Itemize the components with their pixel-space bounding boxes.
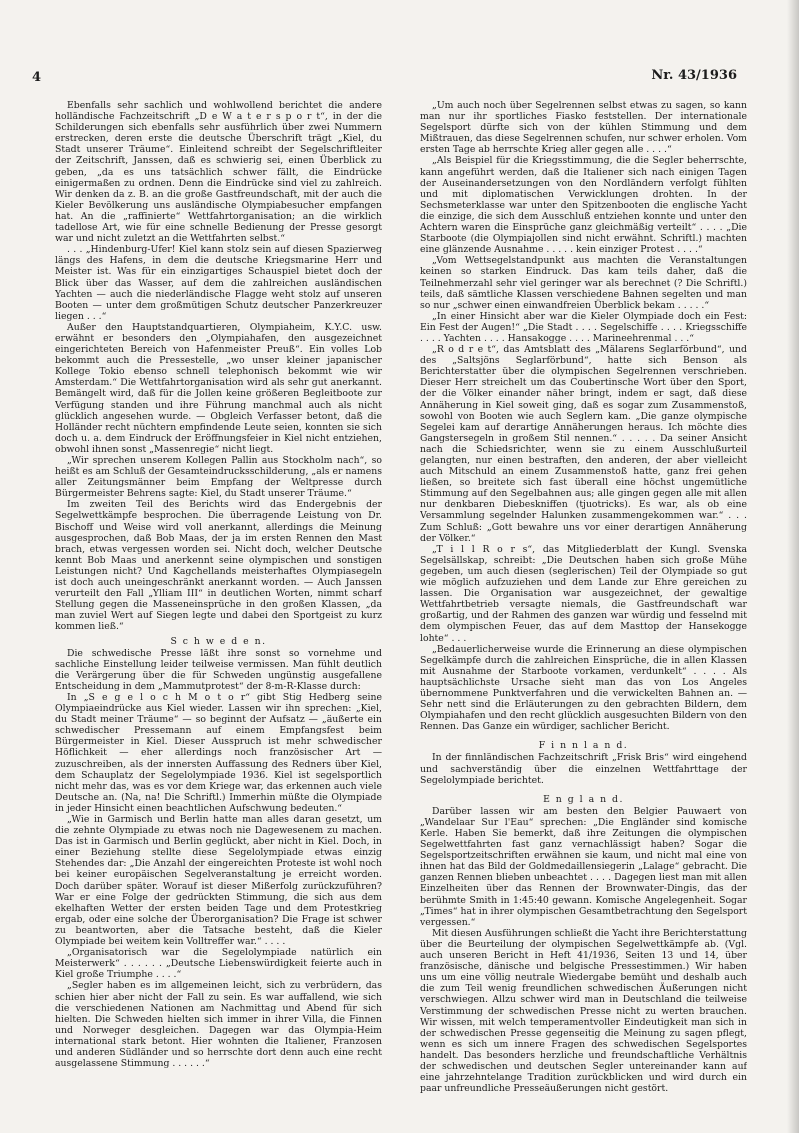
page-number: 4 <box>32 70 42 85</box>
paragraph: „Organisatorisch war die Segelolympiade natürlich ein Meisterwerk“ . . . . . . „Deutsche Liebenswürdigkeit feierte auch in Kiel große Triumphe . . . .“ <box>55 947 382 981</box>
paragraph: In der finnländischen Fachzeitschrift „Frisk Bris“ wird eingehend und sachverständig über die einzelnen Wettfahrttage der Segelolympiade berichtet. <box>420 752 747 786</box>
paragraph: „Segler haben es im allgemeinen leicht, sich zu verbrüdern, das schien hier aber nicht der Fall zu sein. Es war auffallend, wie sich die verschiedenen Nationen am Nachmittag und Abend für sich hielten. Die Schweden hielten sich immer in ihrer Villa, die Finnen und Norweger desgleichen. Dagegen war das Olympia-Heim international stark betont. Hier wohnten die Italiener, Franzosen und anderen Südländer und so herrschte dort denn auch eine recht ausgelassene Stimmung . . . . . .“ <box>55 980 382 1070</box>
paragraph: „Wie in Garmisch und Berlin hatte man alles daran gesetzt, um die zehnte Olympiade zu etwas noch nie Dagewesenem zu machen. Das ist in Garmisch und Berlin geglückt, aber nicht in Kiel. Doch, in einer Beziehung stellte diese Segelolympiade etwas einzig Stehendes dar: „Die Anzahl der eingereichten Proteste ist wohl noch bei keiner europäischen Segelveranstaltung je erreicht worden. Doch darüber später. Worauf ist dieser Mißerfolg zurückzuführen? War er eine Folge der gedrückten Stimmung, die sich aus dem ekelhaften Wetter der ersten beiden Tage und dem Protestkrieg ergab, oder eine solche der Überorganisation? Die Frage ist schwer zu beantworten, aber die Tatsache besteht, daß die Kieler Olympiade bei weitem kein Volltreffer war.“ . . . . <box>55 814 382 948</box>
paragraph: „Vom Wettsegelstandpunkt aus machten die Veranstaltungen keinen so starken Eindruck. Das kam teils daher, daß die Teilnehmerzahl sehr viel geringer war als berechnet (? Die Schriftl.) teils, daß sämtliche Klassen verschiedene Bahnen segelten und man so nur „schwer einen einwandfreien Überblick bekam . . . . .“ <box>420 255 747 311</box>
page-edge-shadow <box>787 0 799 1133</box>
paragraph: „T i l l R o r s“, das Mitgliederblatt der Kungl. Svenska Segelsällskap, schreibt: „Die Deutschen haben sich große Mühe gegeben, um auch diesen (seglerischen) Teil der Olympiade so gut wie möglich aufzuziehen und dem Lande zur Ehre gereichen zu lassen. Die Organisation war ausgezeichnet, der gewaltige Wettfahrtbetrieb versagte niemals, die Gastfreundschaft war großartig, und der Rahmen des ganzen war würdig und fesselnd mit dem olympischen Feuer, das auf dem Masttop der Hansekogge lohte“ . . . <box>420 543 747 644</box>
paragraph: . . . „Hindenburg-Ufer! Kiel kann stolz sein auf diesen Spazierweg längs des Hafens, in dem die deutsche Kriegsmarine Herr und Meister ist. Was für ein einzigartiges Schauspiel bietet doch der Blick über das Wasser, auf dem die zahlreichen ausländischen Yachten — auch die niederländische Flagge weht stolz auf unseren Booten — unter dem großmütigen Schutz deutscher Panzerkreuzer liegen . . .“ <box>55 244 382 322</box>
paragraph: Mit diesen Ausführungen schließt die Yacht ihre Berichterstattung über die Beurteilung der olympischen Segelwettkämpfe ab. (Vgl. auch unseren Bericht in Heft 41/1936, Seiten 13 und 14, über französische, dänische und belgische Pressestimmen.) Wir haben uns um eine völlig neutrale Wiedergabe bemüht und deshalb auch die zum Teil wenig freundlichen schwedischen Äußerungen nicht verschwiegen. Allzu schwer wird man in Deutschland die teilweise Verstimmung der schwedischen Presse nicht zu werten brauchen. Wir wissen, mit welch temperamentvoller Eindeutigkeit man sich in der schwedischen Presse gegenseitig die Meinung zu sagen pflegt, wenn es sich um innere Fragen des schwedischen Segelsportes handelt. Das besonders herzliche und freundschaftliche Verhältnis der schwedischen und deutschen Segler untereinander kann auf eine jahrzehntelange Tradition zurückblicken und wird durch ein paar unfreundliche Presseäußerungen nicht gestört. <box>420 927 747 1095</box>
right-column <box>420 100 747 1110</box>
section-heading-schweden: S c h w e d e n. <box>170 635 267 647</box>
paragraph: Außer den Hauptstandquartieren, Olympiaheim, K.Y.C. usw. erwähnt er besonders den „Olympiahafen, den ausgezeichnet eingerichteten Bereich von Hafenmeister Preuß“. Ein volles Lob bekommt auch die Pressestelle, „wo unser kleiner japanischer Kollege Tokio ebenso schnell telephonisch bekommt wie wir Amsterdam.“ Die Wettfahrtorganisation wird als sehr gut anerkannt. Bemängelt wird, daß für die Jollen keine größeren Begleitboote zur Verfügung standen und ihre Führung manchmal auch als nicht glücklich angesehen wurde. — Obgleich Verfasser betont, daß die Holländer recht nüchtern empfindende Leute seien, konnten sie sich doch u. a. dem Eindruck der Eröffnungsfeier in Kiel nicht entziehen, obwohl ihnen sonst „Massenregie“ nicht liegt. <box>55 321 382 455</box>
paragraph: Ebenfalls sehr sachlich und wohlwollend berichtet die andere holländische Fachzeitschrift „D e W a t e r s p o r t“, in der die Schilderungen sich ebenfalls sehr ausführlich über zwei Nummern erstrecken, deren erste die deutsche Überschrift trägt „Kiel, du Stadt unserer Träume“. Einleitend schreibt der Segelschriftleiter der Zeitschrift, Janssen, daß es schwierig sei, einen Überblick zu geben, „da es uns tatsächlich schwer fällt, die Eindrücke einigermaßen zu ordnen. Denn die Eindrücke sind viel zu zahlreich. Wir denken da z. B. an die große Gastfreundschaft, mit der auch die Kieler Bevölkerung uns ausländische Olympiabesucher empfangen hat. An die „raffinierte“ Wettfahrtorganisation; an die wirklich tadellose Art, wie für eine schnelle Bedienung der Presse gesorgt war und nicht zuletzt an die Wettfahrten selbst.“ <box>55 100 382 245</box>
paragraph: „In einer Hinsicht aber war die Kieler Olympiade doch ein Fest: Ein Fest der Augen!“ „Die Stadt . . . . Segelschiffe . . . . Kriegsschiffe . . . . Yachten . . . . Hansakogge . . . . Marineehrenmal . . .“ <box>420 310 747 344</box>
paragraph: Darüber lassen wir am besten den Belgier Pauwaert von „Wandelaar Sur l'Eau“ sprechen: „Die Engländer sind komische Kerle. Haben Sie bemerkt, daß ihre Zeitungen die olympischen Segelwettfahrten fast ganz vernachlässigt haben? Sogar die Segelsportzeitschriften erwähnen sie kaum, und nicht mal eine von ihnen hat das Bild der Goldmedaillensiegerin „Lalage“ gebracht. Die ganzen Rennen blieben unbeachtet . . . . Dagegen liest man mit allen Einzelheiten über das Rennen der Brownwater-Dingis, das der berühmte Smith in 1:45:40 gewann. Komische Angelegenheit. Sogar „Times“ hat in ihrer olympischen Gesamtbetrachtung den Segelsport vergessen.“ <box>420 805 747 928</box>
section-heading-england: E n g l a n d. <box>543 793 624 805</box>
left-column <box>55 100 382 1110</box>
paragraph: „Wir sprechen unserem Kollegen Pallin aus Stockholm nach“, so heißt es am Schluß der Gesamteindrucksschilderung, „als er namens aller Zeitungsmänner beim Empfang der Weltpresse durch Bürgermeister Behrens sagte: Kiel, du Stadt unserer Träume.“ <box>55 455 382 500</box>
paragraph: „Als Beispiel für die Kriegsstimmung, die die Segler beherrschte, kann angeführt werden, daß die Italiener sich nach einigen Tagen der Auseinandersetzungen von den Nordländern verfolgt fühlten und mit diplomatischen Verwicklungen drohten. In der Sechsmeterklasse war unter den Spitzenbooten die englische Yacht die einzige, die sich dem Ausschluß entziehen konnte und unter den Achtern waren die Einsprüche ganz gleichmäßig verteilt“ . . . . „Die Starboote (die Olympiajollen sind nicht erwähnt. Schriftl.) machten eine glänzende Ausnahme . . . . . kein einziger Protest . . . .“ <box>420 155 747 256</box>
paragraph: In „S e g e l o c h M o t o r“ gibt Stig Hedberg seine Olympiaeindrücke aus Kiel wieder. Lassen wir ihn sprechen: „Kiel, du Stadt meiner Träume“ — so beginnt der Aufsatz — „äußerte ein schwedischer Pressemann auf einem Empfangsfest beim Bürgermeister in Kiel. Dieser Ausspruch ist mehr schwedischer Höflichkeit — eher allerdings noch französischer Art — zuzuschreiben, als der innersten Auffassung des Redners über Kiel, dem Schauplatz der Segelolympiade 1936. Kiel ist segelsportlich nicht mehr das, was es vor dem Kriege war, das erkennen auch viele Deutsche an. (Na, na! Die Schriftl.) Immerhin müßte die Olympiade in jeder Hinsicht einen beachtlichen Aufschwung bedeuten.“ <box>55 691 382 814</box>
section-heading-finnland: F i n n l a n d. <box>538 740 629 752</box>
paragraph: „R o d r e t“, das Amtsblatt des „Mälarens Seglarförbund“, und des „Saltsjöns Seglarförbund“, hatte sich Benson als Berichterstatter über die olympischen Segelrennen verschrieben. Dieser Herr streichelt um das Coubertinsche Wort über den Sport, der die Völker einander näher bringt, indem er sagt, daß diese Annäherung in Kiel soweit ging, daß es sogar zum Zusammenstoß, sowohl von Booten wie auch Seglern kam. „Die ganze olympische Segelei kam auf derartige Annäherungen heraus. Ich möchte dies Gangstersegeln in großem Stil nennen.“ . . . . . Da seiner Ansicht nach die Schiedsrichter, wenn sie zu einem Ausschlußurteil gelangten, nur einen bestraften, den anderen, der aber vielleicht auch Mitschuld an einem Zusammenstoß hatte, ganz frei gehen ließen, so breitete sich fast überall eine höchst ungemütliche Stimmung auf den Segelbahnen aus; alle gingen gegen alle mit allen nur denkbaren Diebeskniffen (tjuotricks). Es war, als ob eine Versammlung segelnder Halunken zusammengekommen war.“ . . . Zum Schluß: „Gott bewahre uns vor einer derartigen Annäherung der Völker.“ <box>420 344 747 544</box>
issue-number: Nr. 43/1936 <box>651 68 737 83</box>
paragraph: „Bedauerlicherweise wurde die Erinnerung an diese olympischen Segelkämpfe durch die zahlreichen Einsprüche, die in allen Klassen mit Ausnahme der Starboote vorkamen, verdunkelt“ . . . . Als hauptsächlichste Ursache sieht man das von Los Angeles übernommene Punktverfahren und die verwickelten Bahnen an. — Sehr nett sind die Erläuterungen zu den gebrachten Bildern, dem Olympiahafen und den recht glücklich ausgesuchten Bildern von den Rennen. Das Ganze ein würdiger, sachlicher Bericht. <box>420 643 747 733</box>
paragraph: „Um auch noch über Segelrennen selbst etwas zu sagen, so kann man nur ihr sportliches Fiasko feststellen. Der internationale Segelsport dürfte sich von der kühlen Stimmung und dem Mißtrauen, das diese Segelrennen schufen, nur schwer erholen. Vom ersten Tage ab herrschte Krieg aller gegen alle . . . .“ <box>420 100 747 156</box>
paragraph: Die schwedische Presse läßt ihre sonst so vornehme und sachliche Einstellung leider teilweise vermissen. Man fühlt deutlich die Verärgerung über die für Schweden ungünstig ausgefallene Entscheidung in dem „Mammutprotest“ der 8-m-R-Klasse durch: <box>55 647 382 692</box>
paragraph: Im zweiten Teil des Berichts wird das Endergebnis der Segelwettkämpfe besprochen. Die überragende Leistung von Dr. Bischoff und Weise wird voll anerkannt, allerdings die Meinung ausgesprochen, daß Bob Maas, der ja im ersten Rennen den Mast brach, etwas vergessen worden sei. Nicht doch, welcher Deutsche kennt Bob Maas und anerkennt seine olympischen und sonstigen Leistungen nicht? Und Kagchellands meisterhaftes Olympiasegeln ist doch auch uneingeschränkt anerkannt worden. — Auch Janssen verurteilt den Fall „Ylliam III“ in deutlichen Worten, nimmt scharf Stellung gegen die Masseneinsprüche in den großen Klassen, „da man zuviel Wert auf Siegen legte und dabei den Sportgeist zu kurz kommen ließ.“ <box>55 499 382 633</box>
